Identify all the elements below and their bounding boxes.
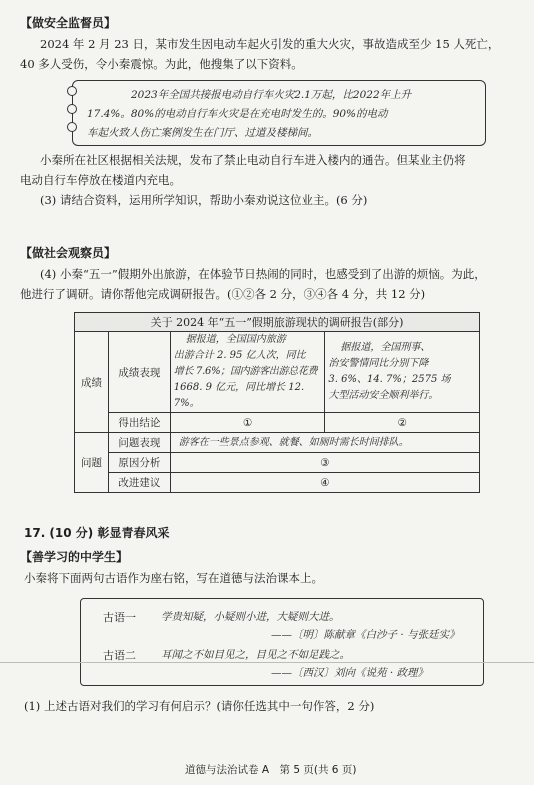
section-heading-study: 【善学习的中学生】 xyxy=(20,550,129,564)
paragraph-community-line1: 小秦所在社区根据相关法规，发布了禁止电动自行车进入楼内的通告。但某业主仍将 xyxy=(40,153,466,167)
page-footer: 道德与法治试卷 A 第 5 页(共 6 页) xyxy=(185,764,357,776)
paragraph-motto-intro: 小秦将下面两句古语作为座右铭，写在道德与法治课本上。 xyxy=(24,571,323,585)
section-heading-observe: 【做社会观察员】 xyxy=(20,246,117,260)
table-caption: 关于 2024 年“五一”假期旅游现状的调研报告(部分) xyxy=(75,313,480,332)
material-line2: 17.4%。80%的电动自行车火灾是在充电时发生的。90%的电动 xyxy=(87,108,388,120)
page-fold-line xyxy=(0,662,534,663)
row-label-problem: 问题 xyxy=(75,433,109,493)
scroll-ring-icon xyxy=(67,86,77,96)
cell-problem-text: 游客在一些景点参观、就餐、如厕时需长时间排队。 xyxy=(170,433,479,453)
paragraph-community-line2: 电动自行车停放在楼道内充电。 xyxy=(20,173,181,187)
cell-tourism-data xyxy=(170,332,325,413)
question-3: (3) 请结合资料，运用所学知识，帮助小秦劝说这位业主。(6 分) xyxy=(40,193,368,207)
motto-2-source: ——〔西汉〕刘向《说苑 · 政理》 xyxy=(271,667,429,679)
answer-slot-3[interactable]: ③ xyxy=(170,453,479,473)
paragraph-fire-event-line2: 40 多人受伤，令小秦震惊。为此，他搜集了以下资料。 xyxy=(20,57,303,71)
cell-line: 据报道，全国刑事、 xyxy=(340,342,431,353)
material-line1: 2023年全国共接报电动自行车火灾2.1万起，比2022年上升 xyxy=(131,89,412,101)
cell-line: 1668. 9 亿元，同比增长 12. 7%。 xyxy=(173,382,305,409)
answer-slot-1[interactable]: ① xyxy=(170,413,325,433)
question-17-1: (1) 上述古语对我们的学习有何启示？(请你任选其中一句作答，2 分) xyxy=(24,699,375,713)
question-4-line2: 他进行了调研。请你帮他完成调研报告。(①②各 2 分，③④各 4 分，共 12 分) xyxy=(20,287,426,301)
label-conclusion: 得出结论 xyxy=(108,413,170,433)
cell-safety-data xyxy=(325,332,480,413)
motto-1-label: 古语一 xyxy=(103,611,136,624)
label-problem-performance: 问题表现 xyxy=(108,433,170,453)
cell-line: 出游合计 2. 95 亿人次，同比 xyxy=(173,350,306,361)
paragraph-fire-event-line1: 2024 年 2 月 23 日，某市发生因电动车起火引发的重大火灾，事故造成至少 15 人死亡， xyxy=(40,37,500,51)
motto-1-text: 学贵知疑，小疑则小进，大疑则大进。 xyxy=(161,611,340,623)
cell-line: 治安警情同比分别下降 xyxy=(328,358,429,369)
material-line3: 车起火致人伤亡案例发生在门厅、过道及楼梯间。 xyxy=(87,127,318,139)
label-suggestion: 改进建议 xyxy=(108,473,170,493)
question-4-line1: (4) 小秦“五一”假期外出旅游，在体验节日热闹的同时，也感受到了出游的烦恼。为此， xyxy=(40,267,486,281)
material-scroll-box xyxy=(72,80,486,146)
survey-report-table xyxy=(74,312,480,493)
row-label-achievement: 成绩 xyxy=(75,332,109,433)
scroll-ring-icon xyxy=(67,104,77,114)
scroll-ring-icon xyxy=(67,122,77,132)
label-cause: 原因分析 xyxy=(108,453,170,473)
answer-slot-4[interactable]: ④ xyxy=(170,473,479,493)
cell-line: 增长 7.6%；国内游客出游总花费 xyxy=(173,366,318,377)
cell-line: 据报道，全国国内旅游 xyxy=(185,334,286,345)
answer-slot-2[interactable]: ② xyxy=(325,413,480,433)
cell-line: 大型活动安全顺利举行。 xyxy=(328,390,439,401)
question-17-title: 17. (10 分) 彰显青春风采 xyxy=(24,526,170,540)
section-heading-safety: 【做安全监督员】 xyxy=(20,16,117,30)
motto-2-text: 耳闻之不如目见之，目见之不如足践之。 xyxy=(161,649,350,661)
cell-line: 3. 6%、14. 7%；2575 场 xyxy=(328,374,451,385)
motto-1-source: ——〔明〕陈献章《白沙子 · 与张廷实》 xyxy=(271,629,460,641)
motto-scroll-box xyxy=(80,598,484,686)
label-achievement-performance: 成绩表现 xyxy=(108,332,170,413)
motto-2-label: 古语二 xyxy=(103,649,136,662)
